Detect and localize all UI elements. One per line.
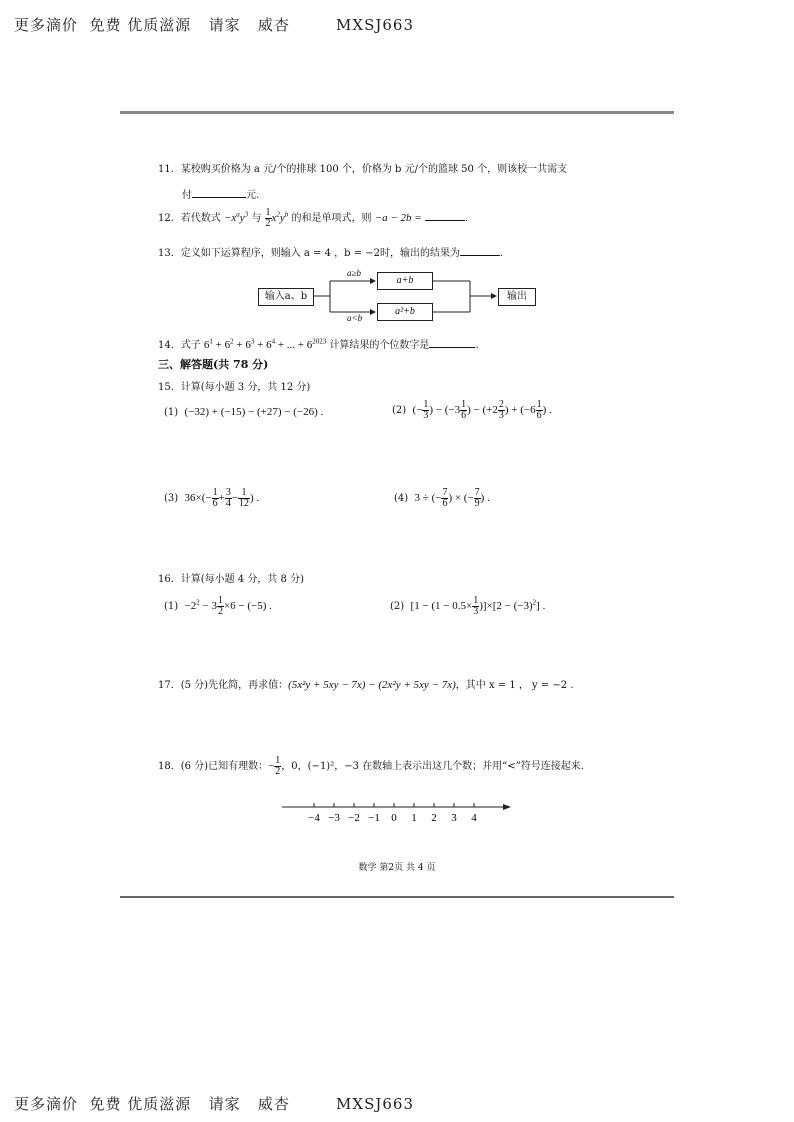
q14-line: 14．式子 $6^1 + 6^2 + 6^3 + 6^4$ + ... + $6^{2023}$ 计算结果的个位数字是 . xyxy=(158,337,479,351)
q18-line: 18．(6 分)已知有理数：− $\frac{1}{2}$ ，0，(−1)²，−3 在数轴上表示出这几个数；并用“<”符号连接起来. xyxy=(158,755,584,777)
flow-output-box: 输出 xyxy=(498,288,536,306)
footer-rule xyxy=(120,896,674,898)
q11-line1: 11．某校购买价格为 a 元/个的排球 100 个，价格为 b 元/个的篮球 50 个，则该校一共需支 xyxy=(158,164,568,175)
q12-answer-blank[interactable] xyxy=(425,211,465,221)
number-line xyxy=(280,798,516,828)
flow-input-box: 输入a、b xyxy=(258,288,314,306)
number-line-label: −1 xyxy=(368,812,380,824)
q15-part1: (1) (−32) + (−15) − (+27) − (−26) . xyxy=(164,406,324,418)
q14-answer-blank[interactable] xyxy=(429,338,475,348)
number-line-label: 1 xyxy=(411,812,417,824)
q13-answer-blank[interactable] xyxy=(460,246,500,256)
flow-cond-top: a≥b xyxy=(347,268,361,278)
q16-part1: $(1) -2^2 - 3$ $\frac{1}{2}$ ×6 − (−5) . xyxy=(164,595,272,617)
number-line-label: −4 xyxy=(308,812,320,824)
q15-title: 15．计算(每小题 3 分，共 12 分) xyxy=(158,382,311,393)
q15-part2: (2) (− $\frac{1}{3}$ ) − (−3 $\frac{1}{6}$ ) − (+2 $\frac{2}{3}$ ) + (−6 $\frac{1}{6}$ ) . xyxy=(392,399,552,421)
page-footer: 数学 第2页 共 4 页 xyxy=(358,863,436,873)
watermark-top: 更多滴价 免费 优质滋源 请家 威杏 MXSJ663 xyxy=(14,16,415,34)
number-line-label: 4 xyxy=(471,812,477,824)
number-line-label: 2 xyxy=(431,812,437,824)
q11-line2: 付 元. xyxy=(182,190,260,201)
q16-part2: (2) [1 − (1 − 0.5× $\frac{1}{3}$ )]$\times[2 - (-3)^2]$ . xyxy=(390,595,546,617)
number-line-label: 0 xyxy=(391,812,397,824)
q13-line: 13．定义如下运算程序，则输入 a = 4 ，b = −2时，输出的结果为 . xyxy=(158,248,504,259)
section-3-heading: 三、解答题(共 78 分) xyxy=(158,358,269,371)
q15-part4: (4) 3 ÷ (− $\frac{7}{6}$ ) × (− $\frac{7}{9}$ ) . xyxy=(394,487,490,509)
number-line-label: 3 xyxy=(451,812,457,824)
flow-box-bottom: a²+b xyxy=(377,303,433,321)
number-line-label: −3 xyxy=(328,812,340,824)
flow-box-top: a+b xyxy=(377,272,433,290)
q16-title: 16．计算(每小题 4 分，共 8 分) xyxy=(158,574,304,585)
q11-answer-blank[interactable] xyxy=(192,188,246,198)
q12-line: 12．若代数式 $-x^ay^3$ 与 $\frac{1}{2}$ $x^2y^b$ 的和是单项式，则 −a − 2b = . xyxy=(158,207,469,229)
q17-line: 17．(5 分)先化简，再求值：(5x²y + 5xy − 7x) − (2x²y + 5xy − 7x)，其中 x = 1 ， y = −2 . xyxy=(158,679,574,691)
flow-cond-bottom: a<b xyxy=(347,313,363,323)
watermark-bottom: 更多滴价 免费 优质滋源 请家 威杏 MXSJ663 xyxy=(14,1095,415,1113)
q15-part3: (3) 36×(− $\frac{1}{6}$ + $\frac{3}{4}$ − $\frac{1}{12}$ ) . xyxy=(164,487,260,509)
number-line-label: −2 xyxy=(348,812,360,824)
